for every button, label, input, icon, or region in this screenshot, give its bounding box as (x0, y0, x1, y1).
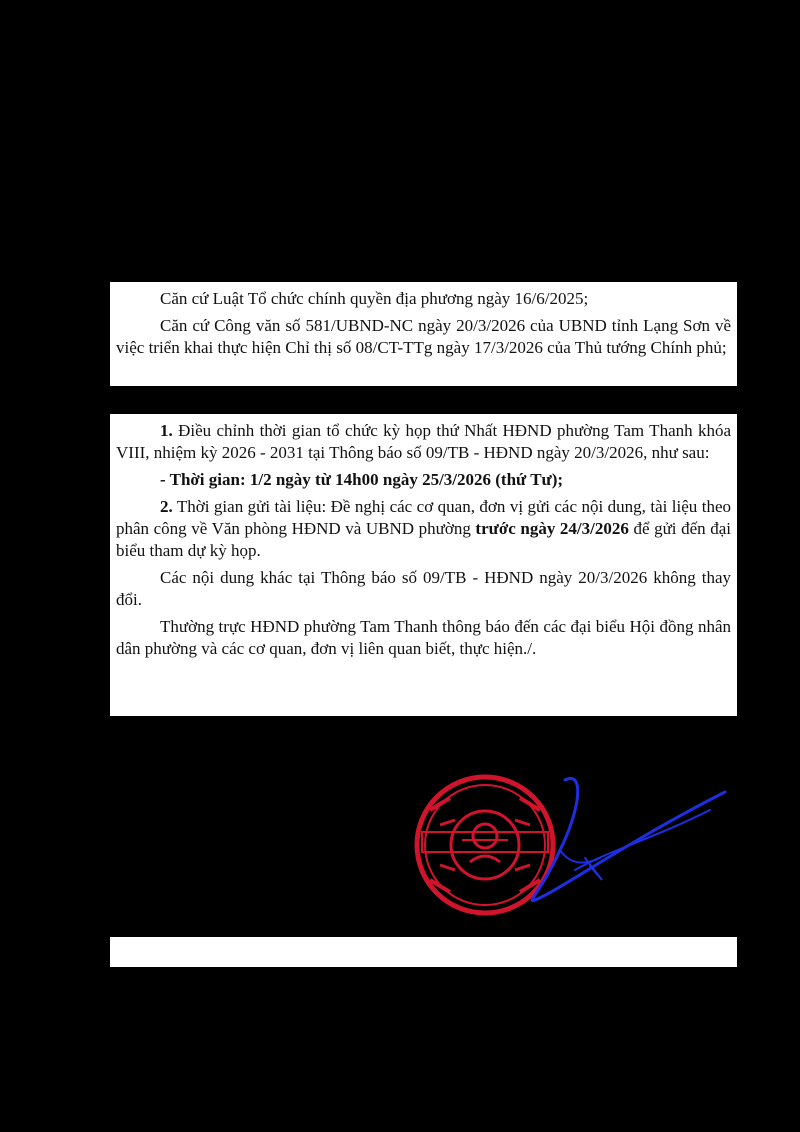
item-1-number: 1. (160, 421, 173, 440)
footer-blank-area (110, 937, 737, 967)
item-2-text-end: để gửi đến đại biểu tham dự kỳ họp. (116, 519, 731, 560)
item-2-paragraph (116, 496, 731, 562)
signature-stroke (532, 778, 725, 900)
legal-basis-line: Căn cứ Luật Tổ chức chính quyền địa phương ngày 16/6/2025; (160, 289, 589, 308)
closing-paragraph: Thường trực HĐND phường Tam Thanh thông báo đến các đại biểu Hội đồng nhân dân phường và các cơ quan, đơn vị liên quan biết, thực hiện./. (116, 617, 731, 658)
seal-and-signature (410, 770, 740, 920)
meeting-time-line: - Thời gian: 1/2 ngày từ 14h00 ngày 25/3/2026 (thứ Tư); (160, 470, 564, 489)
seal-signature-graphic (410, 770, 740, 920)
item-2-text: Thời gian gửi tài liệu: Đề nghị các cơ quan, đơn vị gửi các nội dung, tài liệu theo phân công về Văn phòng HĐND và UBND phường (116, 497, 731, 538)
item-1-text: Điều chỉnh thời gian tổ chức kỳ họp thứ Nhất HĐND phường Tam Thanh khóa VIII, nhiệm kỳ 2026 - 2031 tại Thông báo số 09/TB - HĐND ngày 20/3/2026, như sau: (116, 421, 731, 462)
official-seal (417, 777, 553, 913)
decision-body (110, 414, 737, 716)
item-2-deadline: trước ngày 24/3/2026 (475, 519, 629, 538)
item-2-number: 2. (160, 497, 173, 516)
legal-basis-section (110, 282, 737, 386)
legal-basis-line: Căn cứ Công văn số 581/UBND-NC ngày 20/3/2026 của UBND tỉnh Lạng Sơn về việc triển khai thực hiện Chỉ thị số 08/CT-TTg ngày 17/3/2026 của Thủ tướng Chính phủ; (116, 316, 731, 357)
other-content-paragraph: Các nội dung khác tại Thông báo số 09/TB - HĐND ngày 20/3/2026 không thay đổi. (116, 568, 731, 609)
item-1-paragraph (116, 420, 731, 464)
